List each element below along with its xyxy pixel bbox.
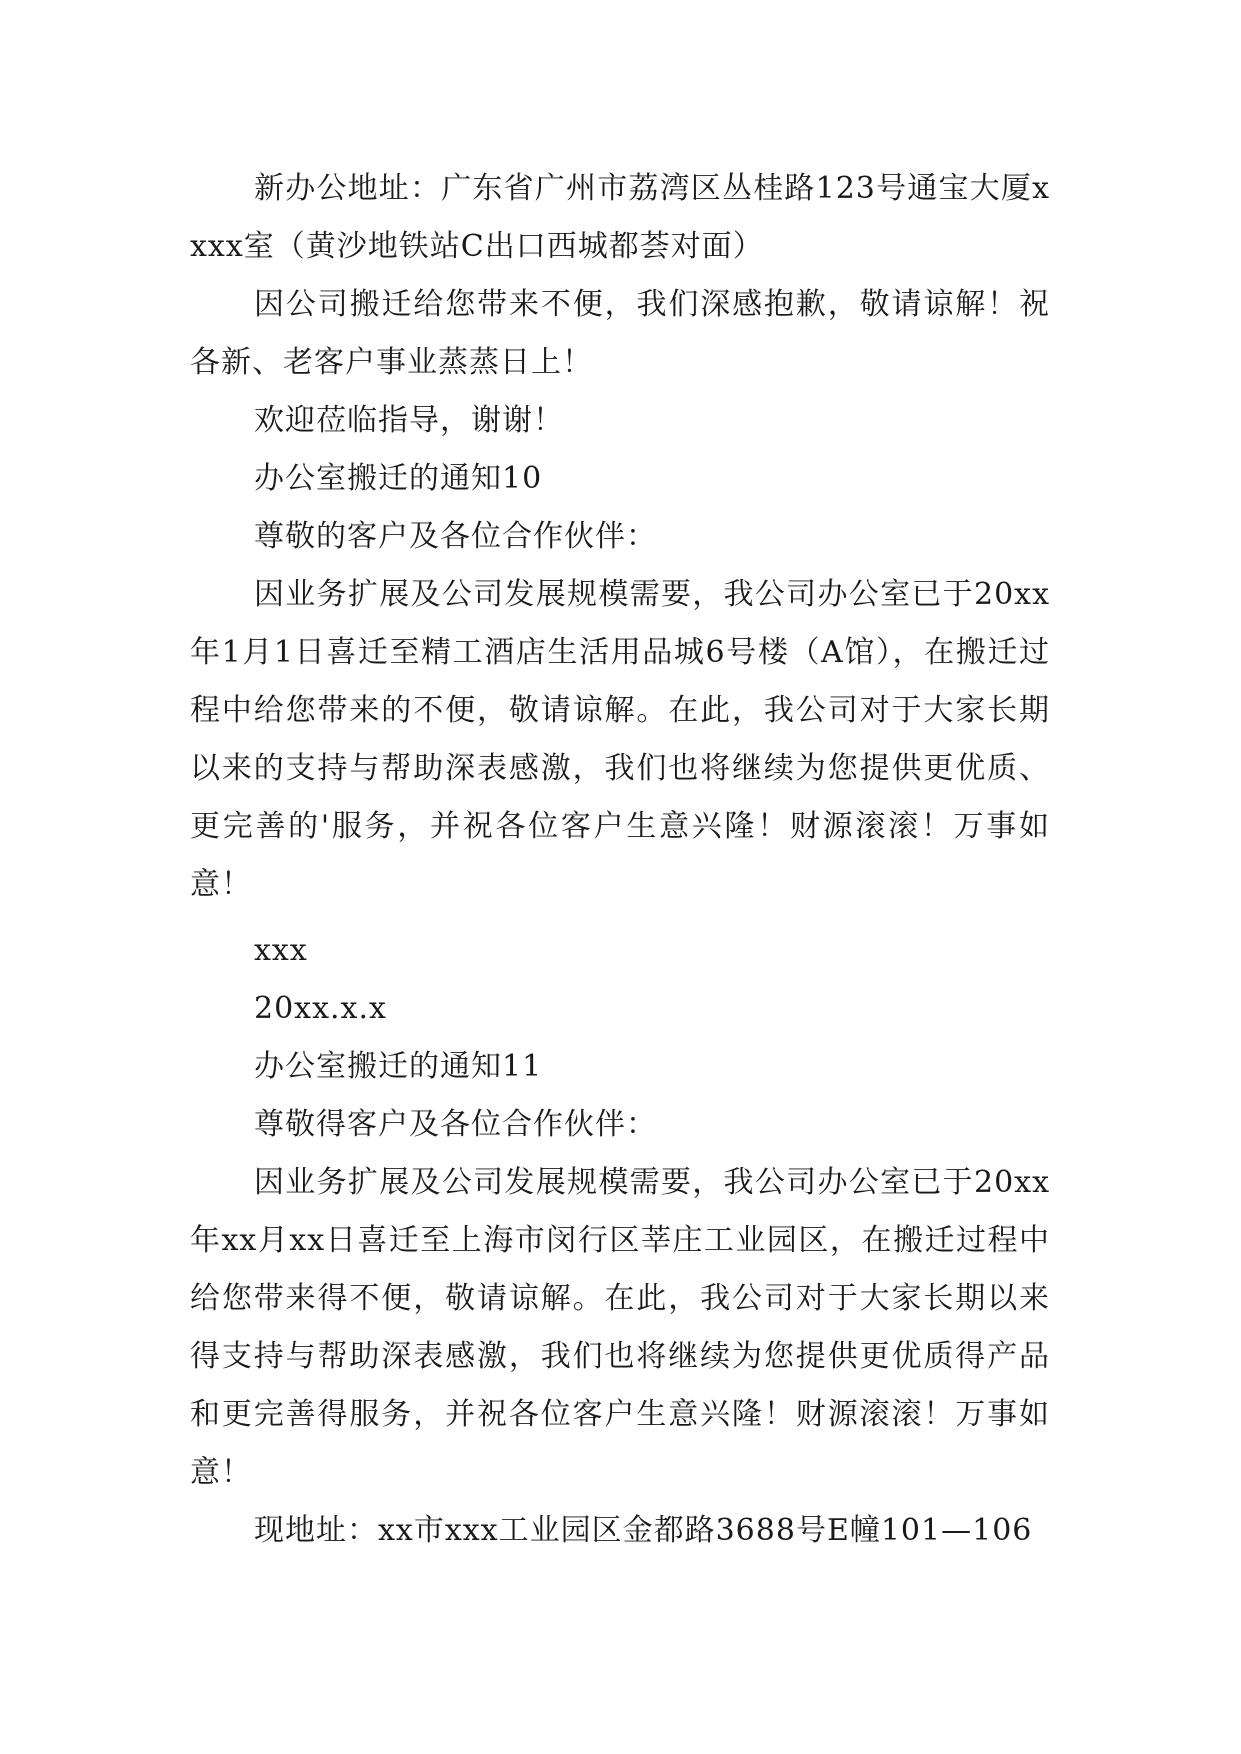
- notice-10-heading: 办公室搬迁的通知10: [254, 461, 543, 496]
- notice-11-address: 现地址：xx市xxx工业园区金都路3688号E幢101—106: [254, 1513, 1033, 1548]
- notice-11-body: 因业务扩展及公司发展规模需要，我公司办公室已于20xx年xx月xx日喜迁至上海市闵行区莘庄工业园区，在搬迁过程中给您带来得不便，敬请谅解。在此，我公司对于大家长期以来得支持与帮助深表感激，我们也将继续为您提供更优质得产品和更完善得服务，并祝各位客户生意兴隆！财源滚滚！万事如意！: [190, 1165, 1050, 1490]
- apology-paragraph: 因公司搬迁给您带来不便，我们深感抱歉，敬请谅解！祝各新、老客户事业蒸蒸日上！: [190, 287, 1050, 380]
- notice-10-signature: xxx: [254, 933, 308, 968]
- notice-10-body: 因业务扩展及公司发展规模需要，我公司办公室已于20xx年1月1日喜迁至精工酒店生活用品城6号楼（A馆），在搬迁过程中给您带来的不便，敬请谅解。在此，我公司对于大家长期以来的支持与帮助深表感激，我们也将继续为您提供更优质、更完善的'服务，并祝各位客户生意兴隆！财源滚滚！万事如意！: [190, 577, 1050, 902]
- notice-10-date: 20xx.x.x: [254, 991, 387, 1026]
- welcome-paragraph: 欢迎莅临指导，谢谢！: [254, 403, 564, 438]
- notice-11-salutation: 尊敬得客户及各位合作伙伴：: [254, 1107, 657, 1142]
- document-body: [190, 160, 1050, 1560]
- notice-10-salutation: 尊敬的客户及各位合作伙伴：: [254, 519, 657, 554]
- notice-11-heading: 办公室搬迁的通知11: [254, 1049, 543, 1084]
- new-office-address-paragraph: 新办公地址：广东省广州市荔湾区丛桂路123号通宝大厦xxxx室（黄沙地铁站C出口西城都荟对面）: [190, 171, 1050, 264]
